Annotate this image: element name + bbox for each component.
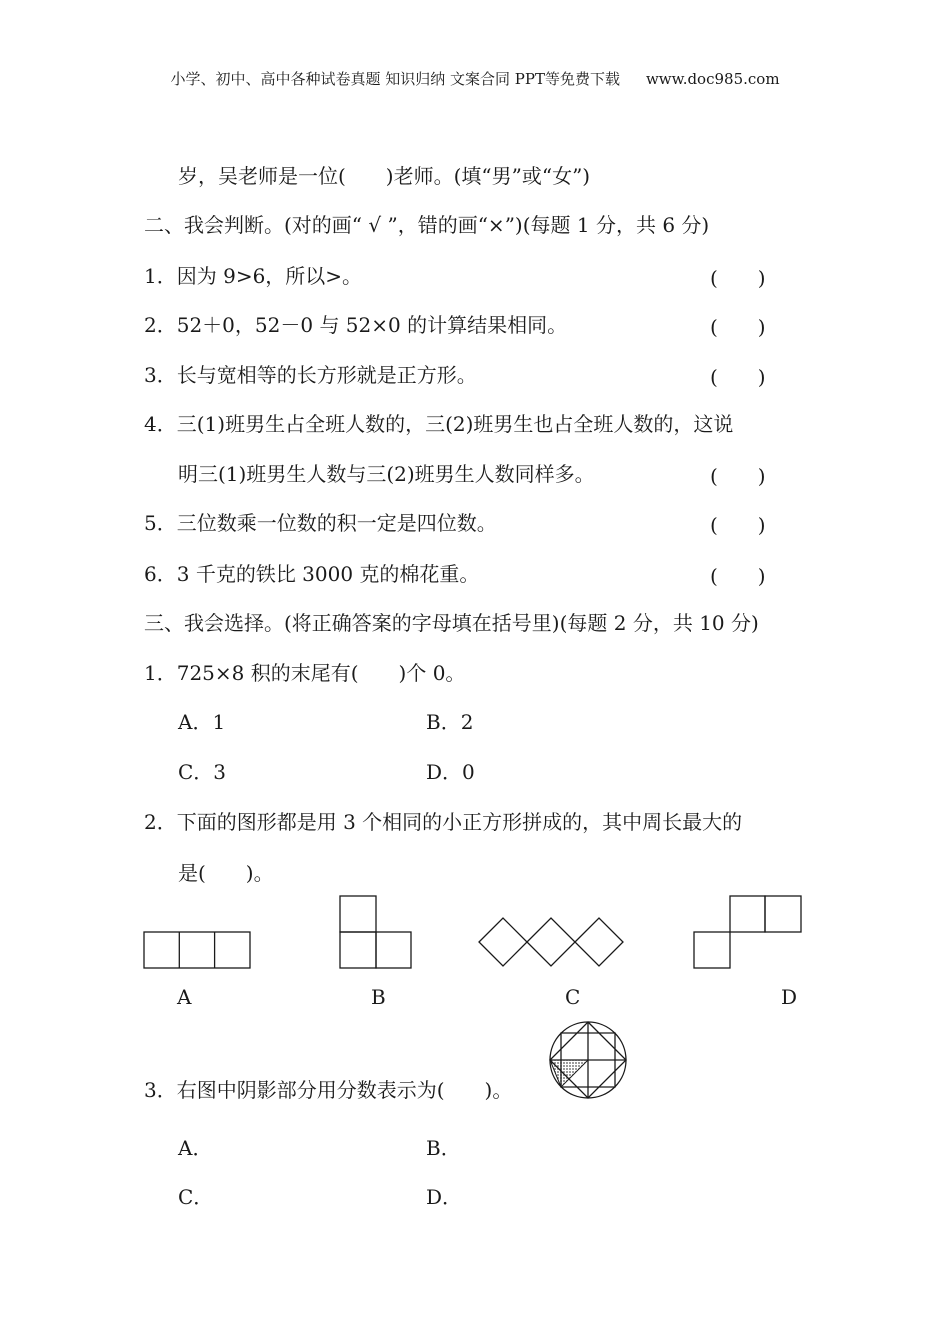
judge-item-6-num: 6． [144, 562, 177, 586]
judge-blank-1[interactable]: ( ) [710, 266, 766, 290]
choice-q1-option-c[interactable]: C．3 [178, 760, 227, 784]
judge-blank-4[interactable]: ( ) [710, 464, 766, 488]
judge-item-4-cont: 明三(1)班男生人数与三(2)班男生人数同样多。 [178, 462, 595, 486]
tile-figures [130, 890, 830, 976]
judge-item-4-num: 4． [144, 412, 177, 436]
header-text: 小学、初中、高中各种试卷真题 知识归纳 文案合同 PPT等免费下载 [170, 70, 620, 88]
judge-item-5-text: 三位数乘一位数的积一定是四位数。 [176, 511, 497, 535]
judge-item-3 [144, 361, 477, 389]
choice-q1 [144, 659, 465, 687]
choice-q2-text: 下面的图形都是用 3 个相同的小正方形拼成的，其中周长最大的 [176, 810, 743, 834]
judge-item-1-text: 因为 9>6，所以>。 [176, 264, 363, 288]
page-header [0, 68, 950, 89]
judge-blank-2[interactable]: ( ) [710, 315, 766, 339]
judge-item-4-text: 三(1)班男生占全班人数的，三(2)班男生也占全班人数的，这说 [176, 412, 734, 436]
section2-title: 二、我会判断。(对的画“ √ ”，错的画“×”)(每题 1 分，共 6 分) [144, 213, 710, 237]
figure-a [144, 932, 250, 968]
judge-item-2 [144, 311, 567, 339]
choice-q1-option-d[interactable]: D．0 [426, 760, 475, 784]
figure-d [694, 896, 801, 968]
choice-q3-text: 右图中阴影部分用分数表示为( )。 [176, 1078, 513, 1102]
judge-item-1-num: 1． [144, 264, 177, 288]
choice-q1-num: 1． [144, 661, 177, 685]
judge-item-6 [144, 560, 479, 588]
choice-q2 [144, 808, 742, 836]
circle-figure [545, 1017, 635, 1103]
judge-item-6-text: 3 千克的铁比 3000 克的棉花重。 [176, 562, 480, 586]
section3-title: 三、我会选择。(将正确答案的字母填在括号里)(每题 2 分，共 10 分) [144, 611, 759, 635]
choice-q2-cont: 是( )。 [178, 861, 274, 885]
judge-item-2-text: 52＋0，52－0 与 52×0 的计算结果相同。 [176, 313, 568, 337]
figure-a-label[interactable]: A [177, 985, 192, 1009]
choice-q3-option-c[interactable]: C． [178, 1185, 214, 1209]
choice-q1-option-a[interactable]: A．1 [178, 710, 226, 734]
choice-q3-option-b[interactable]: B． [426, 1136, 461, 1160]
figure-b-label[interactable]: B [371, 985, 386, 1009]
choice-q3 [144, 1076, 512, 1104]
judge-blank-3[interactable]: ( ) [710, 365, 766, 389]
figure-c [479, 918, 623, 966]
choice-q1-text: 725×8 积的末尾有( )个 0。 [176, 661, 466, 685]
figure-b [340, 896, 411, 968]
judge-blank-6[interactable]: ( ) [710, 564, 766, 588]
figure-d-label[interactable]: D [781, 985, 798, 1009]
judge-item-3-num: 3． [144, 363, 177, 387]
shaded-region [550, 1060, 588, 1087]
judge-blank-5[interactable]: ( ) [710, 513, 766, 537]
choice-q1-option-b[interactable]: B．2 [426, 710, 474, 734]
judge-item-3-text: 长与宽相等的长方形就是正方形。 [176, 363, 477, 387]
choice-q2-num: 2． [144, 810, 177, 834]
choice-q3-option-d[interactable]: D． [426, 1185, 463, 1209]
header-url: www.doc985.com [645, 70, 780, 88]
judge-item-2-num: 2． [144, 313, 177, 337]
choice-q3-option-a[interactable]: A． [178, 1136, 213, 1160]
judge-item-5 [144, 509, 497, 537]
judge-item-4 [144, 410, 733, 438]
figure-c-label[interactable]: C [565, 985, 581, 1009]
continuation-line: 岁，吴老师是一位( )老师。(填“男”或“女”) [178, 164, 591, 188]
choice-q3-num: 3． [144, 1078, 177, 1102]
judge-item-5-num: 5． [144, 511, 177, 535]
judge-item-1 [144, 262, 362, 290]
